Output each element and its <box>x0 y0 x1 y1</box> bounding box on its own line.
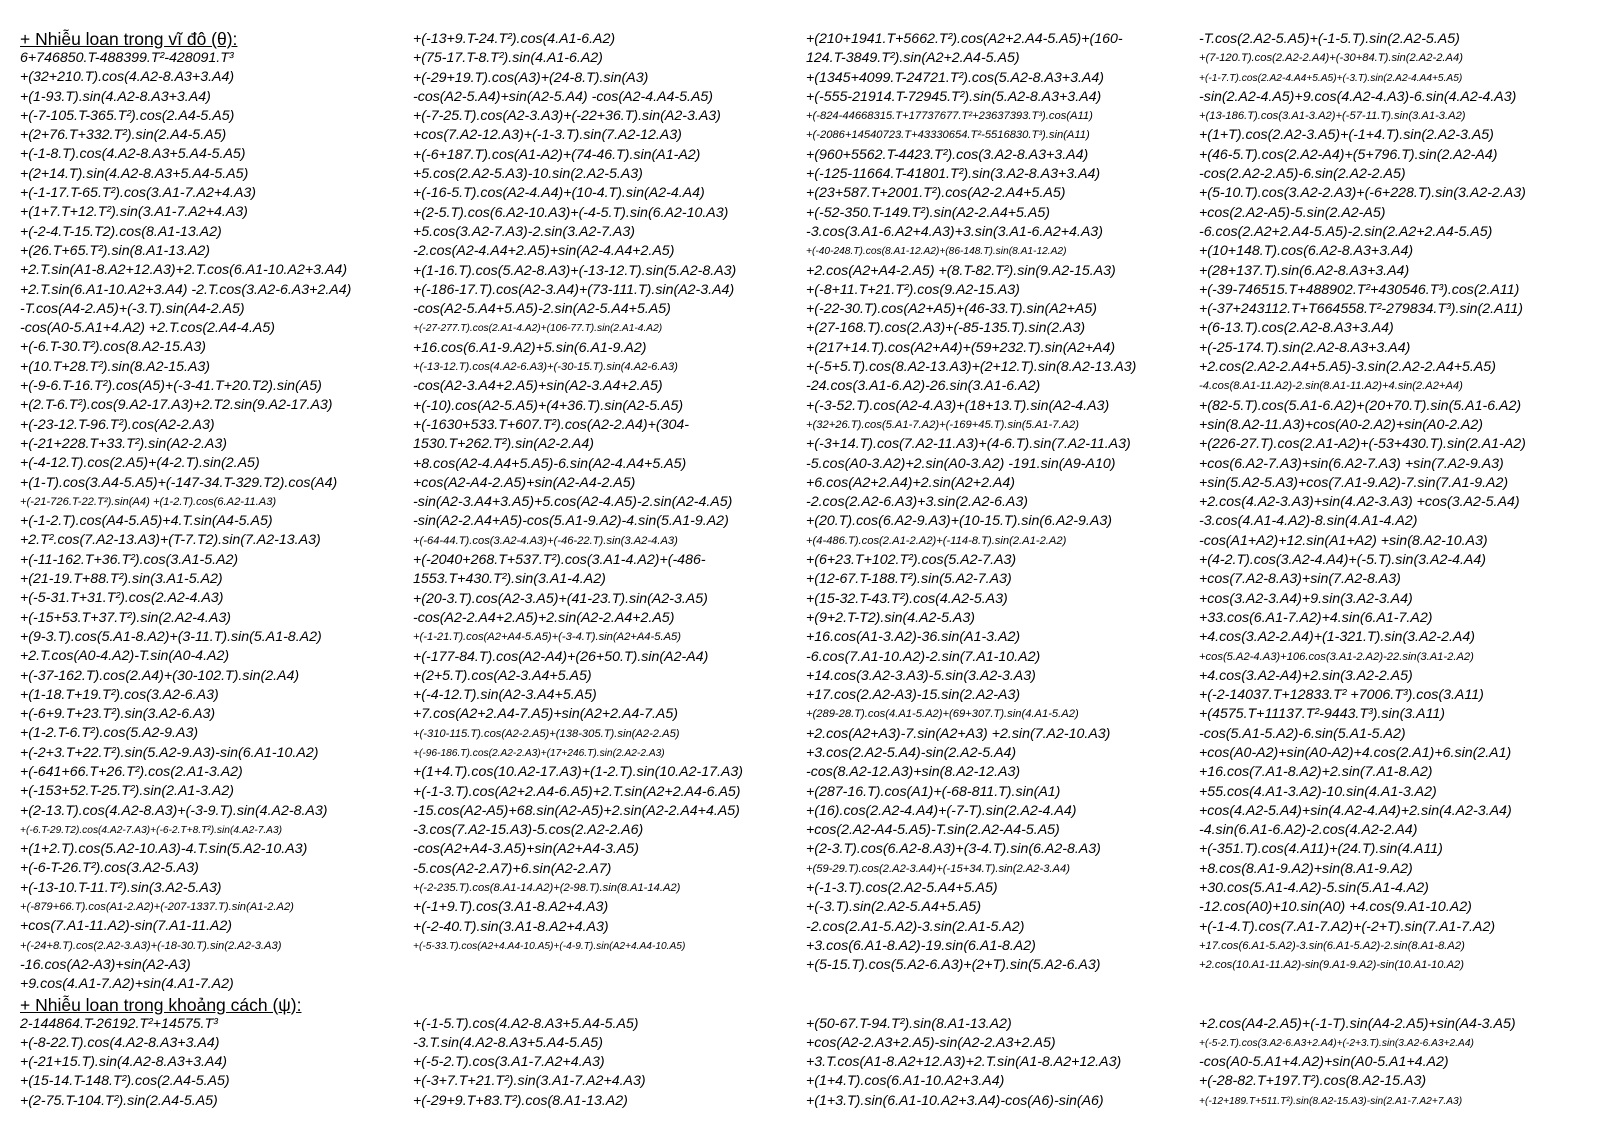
formula-line: +sin(8.A2-11.A3)+cos(A0-2.A2)+sin(A0-2.A2) <box>1199 416 1484 433</box>
formula-line: -cos(A0-5.A1+4.A2)+sin(A0-5.A1+4.A2) <box>1199 1054 1449 1071</box>
formula-line: +(-2-40.T).sin(3.A1-8.A2+4.A3) <box>413 918 609 935</box>
formula-line: +(1+2.T).cos(5.A2-10.A3)-4.T.sin(5.A2-10.A3) <box>20 841 308 858</box>
formula-line: +(-1-7.T).cos(2.A2-4.A4+5.A5)+(-3.T).sin(2.A2-4.A4+5.A5) <box>1199 72 1463 84</box>
formula-line: +(-824-44668315.T+17737677.T²+23637393.T³).cos(A11) <box>806 110 1093 123</box>
formula-line: +3.T.cos(A1-8.A2+12.A3)+2.T.sin(A1-8.A2+12.A3) <box>806 1054 1122 1071</box>
formula-line: -3.cos(7.A2-15.A3)-5.cos(2.A2-2.A6) <box>413 822 644 839</box>
formula-line: +(-5-2.T).cos(3.A2-6.A3+2.A4)+(-2+3.T).sin(3.A2-6.A3+2.A4) <box>1199 1037 1474 1049</box>
formula-line: -12.cos(A0)+10.sin(A0) +4.cos(9.A1-10.A2) <box>1199 899 1472 916</box>
formula-line: +(4-486.T).cos(2.A1-2.A2)+(-114-8.T).sin(2.A1-2.A2) <box>806 534 1067 547</box>
formula-line: -cos(A0-5.A1+4.A2) +2.T.cos(2.A4-4.A5) <box>20 320 275 337</box>
formula-line: +(-23-12.T-96.T²).cos(A2-2.A3) <box>20 416 215 433</box>
formula-line: +(1+T).cos(2.A2-3.A5)+(-1+4.T).sin(2.A2-3.A5) <box>1199 127 1494 144</box>
formula-line: +(32+210.T).cos(4.A2-8.A3+3.A4) <box>20 69 235 86</box>
formula-line: +17.cos(6.A1-5.A2)-3.sin(6.A1-5.A2)-2.sin(8.A1-8.A2) <box>1199 939 1465 952</box>
formula-line: +(-64-44.T).cos(3.A2-4.A3)+(-46-22.T).sin(3.A2-4.A3) <box>413 534 678 547</box>
formula-line: +(6+23.T+102.T²).cos(5.A2-7.A3) <box>806 552 1017 569</box>
formula-line: 1553.T+430.T²).sin(3.A1-4.A2) <box>413 571 606 588</box>
formula-line: -5.cos(A2-2.A7)+6.sin(A2-2.A7) <box>413 860 612 877</box>
formula-line: +(226-27.T).cos(2.A1-A2)+(-53+430.T).sin(2.A1-A2) <box>1199 436 1526 453</box>
formula-line: +(-8+11.T+21.T²).cos(9.A2-15.A3) <box>806 281 1020 298</box>
formula-line: +(5-15.T).cos(5.A2-6.A3)+(2+T).sin(5.A2-6.A3) <box>806 957 1101 974</box>
formula-line: +(21-19.T+88.T²).sin(3.A1-5.A2) <box>20 571 223 588</box>
formula-line: +(1-T).cos(3.A4-5.A5)+(-147-34.T-329.T2).cos(A4) <box>20 474 338 491</box>
formula-column-3 <box>806 1015 1199 1111</box>
formula-line: +(-13-10.T-11.T²).sin(3.A2-5.A3) <box>20 879 222 896</box>
formula-line: +(-13+9.T-24.T²).cos(4.A1-6.A2) <box>413 31 616 47</box>
formula-line: +cos(7.A2-8.A3)+sin(7.A2-8.A3) <box>1199 571 1401 588</box>
formula-line: -3.cos(3.A1-6.A2+4.A3)+3.sin(3.A1-6.A2+4.A3) <box>806 223 1103 240</box>
formula-line: +(-5+5.T).cos(8.A2-13.A3)+(2+12.T).sin(8.A2-13.A3) <box>806 359 1137 376</box>
formula-line: +(16).cos(2.A2-4.A4)+(-7-T).sin(2.A2-4.A4) <box>806 802 1077 819</box>
formula-column-2 <box>413 30 806 995</box>
formula-line: -cos(A2-5.A4+5.A5)-2.sin(A2-5.A4+5.A5) <box>413 301 671 318</box>
formula-line: +(-39-746515.T+488902.T²+430546.T³).cos(2.A11) <box>1199 281 1520 298</box>
formula-line: +(9+2.T-T2).sin(4.A2-5.A3) <box>806 609 976 626</box>
formula-line: +sin(5.A2-5.A3)+cos(7.A1-9.A2)-7.sin(7.A1-9.A2) <box>1199 474 1509 491</box>
formula-line: +(-5-2.T).cos(3.A1-7.A2+4.A3) <box>413 1054 605 1071</box>
formula-line: +(-8-22.T).cos(4.A2-8.A3+3.A4) <box>20 1034 220 1051</box>
formula-line: +(2.T-6.T²).cos(9.A2-17.A3)+2.T2.sin(9.A2-17.A3) <box>20 397 333 414</box>
formula-line: +(7-120.T).cos(2.A2-2.A4)+(-30+84.T).sin(2.A2-2.A4) <box>1199 52 1463 65</box>
formula-line: +(1+7.T+12.T²).sin(3.A1-7.A2+4.A3) <box>20 204 248 221</box>
distance-terms-grid <box>20 1015 1590 1111</box>
formula-line: +2.cos(A2+A4-2.A5) +(8.T-82.T²).sin(9.A2-15.A3) <box>806 262 1116 279</box>
formula-line: 124.T-3849.T²).sin(A2+2.A4-5.A5) <box>806 50 1020 67</box>
formula-line: +(1+4.T).cos(10.A2-17.A3)+(1-2.T).sin(10.A2-17.A3) <box>413 764 744 781</box>
formula-line: +(59-29.T).cos(2.A2-3.A4)+(-15+34.T).sin(2.A2-3.A4) <box>806 862 1070 875</box>
formula-line: +cos(5.A2-4.A3)+106.cos(3.A1-2.A2)-22.sin(3.A1-2.A2) <box>1199 650 1474 663</box>
formula-line: +(287-16.T).cos(A1)+(-68-811.T).sin(A1) <box>806 783 1061 800</box>
formula-line: +(-13-12.T).cos(4.A2-6.A3)+(-30-15.T).sin(4.A2-6.A3) <box>413 361 678 374</box>
formula-line: +(-2-235.T).cos(8.A1-14.A2)+(2-98.T).sin(8.A1-14.A2) <box>413 882 681 895</box>
formula-line: -cos(A2-5.A4)+sin(A2-5.A4) -cos(A2-4.A4-5.A5) <box>413 88 714 105</box>
formula-line: +(-9-6.T-16.T²).cos(A5)+(-3-41.T+20.T2).sin(A5) <box>20 378 322 395</box>
formula-line: -T.cos(2.A2-5.A5)+(-1-5.T).sin(2.A2-5.A5) <box>1199 31 1460 47</box>
formula-line: +16.cos(A1-3.A2)-36.sin(A1-3.A2) <box>806 629 1021 646</box>
formula-line: +(-1+9.T).cos(3.A1-8.A2+4.A3) <box>413 899 609 916</box>
formula-line: +(6-13.T).cos(2.A2-8.A3+3.A4) <box>1199 320 1394 337</box>
formula-line: +(217+14.T).cos(A2+A4)+(59+232.T).sin(A2+A4) <box>806 339 1116 356</box>
formula-line: +(-21+15.T).sin(4.A2-8.A3+3.A4) <box>20 1054 228 1071</box>
formula-line: +(75-17.T-8.T²).sin(4.A1-6.A2) <box>413 50 603 67</box>
formula-line: -cos(A2-2.A4+2.A5)+2.sin(A2-2.A4+2.A5) <box>413 609 675 626</box>
formula-line: -sin(A2-3.A4+3.A5)+5.cos(A2-4.A5)-2.sin(A2-4.A5) <box>413 494 733 511</box>
formula-line: +(-177-84.T).cos(A2-A4)+(26+50.T).sin(A2-A4) <box>413 648 709 665</box>
formula-line: +cos(A0-A2)+sin(A0-A2)+4.cos(2.A1)+6.sin(2.A1) <box>1199 744 1512 761</box>
formula-line: +5.cos(3.A2-7.A3)-2.sin(3.A2-7.A3) <box>413 223 635 240</box>
formula-line: +(15-32.T-43.T²).cos(4.A2-5.A3) <box>806 590 1008 607</box>
formula-line: +2.cos(4.A2-3.A3)+sin(4.A2-3.A3) +cos(3.A2-5.A4) <box>1199 494 1520 511</box>
section-heading-latitude: + Nhiễu loan trong vĩ đô (θ): <box>20 29 238 49</box>
formula-line: +(-1-4.T).cos(7.A1-7.A2)+(-2+T).sin(7.A1-7.A2) <box>1199 918 1496 935</box>
formula-line: +(23+587.T+2001.T²).cos(A2-2.A4+5.A5) <box>806 185 1066 202</box>
formula-line: +(-3.T).sin(2.A2-5.A4+5.A5) <box>806 899 982 916</box>
formula-line: +(2-75.T-104.T²).sin(2.A4-5.A5) <box>20 1092 218 1109</box>
formula-line: +(-153+52.T-25.T²).sin(2.A1-3.A2) <box>20 783 234 800</box>
formula-line: +(210+1941.T+5662.T²).cos(A2+2.A4-5.A5)+(160- <box>806 31 1123 47</box>
formula-line: +(-12+189.T+511.T²).sin(8.A2-15.A3)-sin(2.A1-7.A2+7.A3) <box>1199 1095 1463 1107</box>
formula-line: -16.cos(A2-A3)+sin(A2-A3) <box>20 956 191 973</box>
formula-line: +(-15+53.T+37.T²).sin(2.A2-4.A3) <box>20 609 231 626</box>
formula-line: +(26.T+65.T²).sin(8.A1-13.A2) <box>20 242 211 259</box>
formula-line: +(-29+19.T).cos(A3)+(24-8.T).sin(A3) <box>413 69 649 86</box>
formula-line: -cos(A1+A2)+12.sin(A1+A2) +sin(8.A2-10.A3) <box>1199 532 1488 549</box>
formula-line: +8.cos(8.A1-9.A2)+sin(8.A1-9.A2) <box>1199 860 1413 877</box>
formula-line: +(28+137.T).sin(6.A2-8.A3+3.A4) <box>1199 262 1410 279</box>
formula-line: +(-24+8.T).cos(2.A2-3.A3)+(-18-30.T).sin(2.A2-3.A3) <box>20 939 282 952</box>
formula-line: +(20-3.T).cos(A2-3.A5)+(41-23.T).sin(A2-3.A5) <box>413 590 708 607</box>
document-page <box>20 30 1590 1111</box>
formula-line: -cos(2.A2-2.A5)-6.sin(2.A2-2.A5) <box>1199 166 1406 183</box>
formula-line: +(32+26.T).cos(5.A1-7.A2)+(-169+45.T).sin(5.A1-7.A2) <box>806 418 1079 431</box>
formula-line: +(-7-25.T).cos(A2-3.A3)+(-22+36.T).sin(A2-3.A3) <box>413 108 721 125</box>
formula-line: -4.cos(8.A1-11.A2)-2.sin(8.A1-11.A2)+4.sin(2.A2+A4) <box>1199 380 1463 393</box>
formula-line: +(10+148.T).cos(6.A2-8.A3+3.A4) <box>1199 243 1414 260</box>
formula-line: +(1-93.T).sin(4.A2-8.A3+3.A4) <box>20 88 211 105</box>
formula-line: +cos(6.A2-7.A3)+sin(6.A2-7.A3) +sin(7.A2-9.A3) <box>1199 455 1504 472</box>
section-heading-distance: + Nhiễu loan trong khoảng cách (ψ): <box>20 994 302 1015</box>
formula-line: +(-3+14.T).cos(7.A2-11.A3)+(4-6.T).sin(7.A2-11.A3) <box>806 436 1131 453</box>
formula-line: +3.cos(2.A2-5.A4)-sin(2.A2-5.A4) <box>806 744 1017 761</box>
formula-line: +2.cos(A2+A3)-7.sin(A2+A3) +2.sin(7.A2-10.A3) <box>806 725 1111 742</box>
formula-line: +(960+5562.T-4423.T²).cos(3.A2-8.A3+3.A4) <box>806 146 1089 163</box>
formula-line: +2.cos(2.A2-2.A4+5.A5)-3.sin(2.A2-2.A4+5.A5) <box>1199 359 1496 376</box>
formula-line: +(-310-115.T).cos(A2-2.A5)+(138-305.T).sin(A2-2.A5) <box>413 727 680 740</box>
formula-line: +cos(A2-2.A3+2.A5)-sin(A2-2.A3+2.A5) <box>806 1034 1056 1051</box>
formula-line: +cos(7.A2-12.A3)+(-1-3.T).sin(7.A2-12.A3) <box>413 127 682 144</box>
formula-line: +5.cos(2.A2-5.A3)-10.sin(2.A2-5.A3) <box>413 166 643 183</box>
formula-line: +(-2-14037.T+12833.T² +7006.T³).cos(3.A11) <box>1199 687 1484 704</box>
formula-line: +(-28-82.T+197.T²).cos(8.A2-15.A3) <box>1199 1073 1427 1090</box>
formula-line: +(-125-11664.T-41801.T²).sin(3.A2-8.A3+3.A4) <box>806 166 1101 183</box>
formula-line: +(1+4.T).cos(6.A1-10.A2+3.A4) <box>806 1073 1005 1090</box>
formula-line: +(-96-186.T).cos(2.A2-2.A3)+(17+246.T).sin(2.A2-2.A3) <box>413 747 665 759</box>
formula-line: -3.cos(4.A1-4.A2)-8.sin(4.A1-4.A2) <box>1199 513 1418 530</box>
formula-line: +(82-5.T).cos(5.A1-6.A2)+(20+70.T).sin(5.A1-6.A2) <box>1199 397 1522 414</box>
formula-line: -15.cos(A2-A5)+68.sin(A2-A5)+2.sin(A2-2.A4+4.A5) <box>413 802 740 819</box>
formula-line: +4.cos(3.A2-A4)+2.sin(3.A2-2.A5) <box>1199 667 1413 684</box>
formula-line: -T.cos(A4-2.A5)+(-3.T).sin(A4-2.A5) <box>20 300 245 317</box>
formula-line: -cos(A2-3.A4+2.A5)+sin(A2-3.A4+2.A5) <box>413 378 663 395</box>
formula-line: +(10.T+28.T²).sin(8.A2-15.A3) <box>20 358 211 375</box>
formula-line: +(-186-17.T).cos(A2-3.A4)+(73-111.T).sin(A2-3.A4) <box>413 281 735 298</box>
formula-line: +(-6.T-30.T²).cos(8.A2-15.A3) <box>20 339 206 356</box>
formula-line: +30.cos(5.A1-4.A2)-5.sin(5.A1-4.A2) <box>1199 880 1429 897</box>
formula-line: +(-1630+533.T+607.T²).cos(A2-2.A4)+(304- <box>413 416 690 433</box>
formula-line: +(-879+66.T).cos(A1-2.A2)+(-207-1337.T).sin(A1-2.A2) <box>20 901 294 914</box>
formula-line: +6.cos(A2+2.A4)+2.sin(A2+2.A4) <box>806 474 1015 491</box>
formula-line: +(2+5.T).cos(A2-3.A4+5.A5) <box>413 667 592 684</box>
formula-line: -2.cos(2.A1-5.A2)-3.sin(2.A1-5.A2) <box>806 918 1025 935</box>
formula-line: +(-1-2.T).cos(A4-5.A5)+4.T.sin(A4-5.A5) <box>20 513 273 530</box>
formula-line: +(-27-277.T).cos(2.A1-4.A2)+(106-77.T).sin(2.A1-4.A2) <box>413 323 663 335</box>
formula-line: +(-21-726.T-22.T²).sin(A4) +(1-2.T).cos(6.A2-11.A3) <box>20 495 277 508</box>
formula-line: +(-10).cos(A2-5.A5)+(4+36.T).sin(A2-5.A5) <box>413 397 684 414</box>
formula-line: +(-1-17.T-65.T²).cos(3.A1-7.A2+4.A3) <box>20 185 257 202</box>
formula-line: +(-1-21.T).cos(A2+A4-5.A5)+(-3-4.T).sin(A2+A4-5.A5) <box>413 631 681 644</box>
formula-line: +(4575.T+11137.T²-9443.T³).sin(3.A11) <box>1199 706 1446 723</box>
formula-line: +(-2086+14540723.T+43330654.T²-5516830.T³).sin(A11) <box>806 129 1090 142</box>
formula-line: +(-1-3.T).cos(A2+2.A4-6.A5)+2.T.sin(A2+2.A4-6.A5) <box>413 783 741 800</box>
formula-line: -sin(2.A2-4.A5)+9.cos(4.A2-4.A3)-6.sin(4.A2-4.A3) <box>1199 88 1517 105</box>
formula-line: -5.cos(A0-3.A2)+2.sin(A0-3.A2) -191.sin(A9-A10) <box>806 455 1116 472</box>
formula-column-2 <box>413 1015 806 1111</box>
formula-line: -2.cos(2.A2-6.A3)+3.sin(2.A2-6.A3) <box>806 494 1028 511</box>
formula-line: -24.cos(3.A1-6.A2)-26.sin(3.A1-6.A2) <box>806 378 1041 395</box>
formula-line: -cos(5.A1-5.A2)-6.sin(5.A1-5.A2) <box>1199 725 1406 742</box>
formula-line: +33.cos(6.A1-7.A2)+4.sin(6.A1-7.A2) <box>1199 609 1433 626</box>
formula-line: +(1-16.T).cos(5.A2-8.A3)+(-13-12.T).sin(5.A2-8.A3) <box>413 262 737 279</box>
formula-line: +4.cos(3.A2-2.A4)+(1-321.T).sin(3.A2-2.A4) <box>1199 629 1475 646</box>
formula-line: +(-2+3.T+22.T²).sin(5.A2-9.A3)-sin(6.A1-10.A2) <box>20 744 319 761</box>
formula-line: +(-11-162.T+36.T²).cos(3.A1-5.A2) <box>20 551 239 568</box>
formula-line: +(-5-33.T).cos(A2+4.A4-10.A5)+(-4-9.T).sin(A2+4.A4-10.A5) <box>413 940 686 952</box>
formula-line: +cos(A2-A4-2.A5)+sin(A2-A4-2.A5) <box>413 474 636 491</box>
formula-line: +(-22-30.T).cos(A2+A5)+(46-33.T).sin(A2+A5) <box>806 301 1097 318</box>
formula-line: +(-555-21914.T-72945.T²).sin(5.A2-8.A3+3.A4) <box>806 88 1102 105</box>
formula-line: +2.T².cos(7.A2-13.A3)+(T-7.T2).sin(7.A2-13.A3) <box>20 532 321 549</box>
formula-line: +(46-5.T).cos(2.A2-A4)+(5+796.T).sin(2.A2-A4) <box>1199 146 1498 163</box>
formula-line: +(-2-4.T-15.T2).cos(8.A1-13.A2) <box>20 223 222 240</box>
formula-line: +(289-28.T).cos(4.A1-5.A2)+(69+307.T).sin(4.A1-5.A2) <box>806 708 1079 721</box>
formula-line: -cos(A2+A4-3.A5)+sin(A2+A4-3.A5) <box>413 841 639 858</box>
formula-line: +(-3+7.T+21.T²).sin(3.A1-7.A2+4.A3) <box>413 1073 646 1090</box>
formula-line: +(9-3.T).cos(5.A1-8.A2)+(3-11.T).sin(5.A1-8.A2) <box>20 628 322 645</box>
formula-line: -2.cos(A2-4.A4+2.A5)+sin(A2-4.A4+2.A5) <box>413 243 675 260</box>
formula-line: +(1-18.T+19.T²).cos(3.A2-6.A3) <box>20 686 219 703</box>
formula-column-1 <box>20 1015 413 1111</box>
formula-line: +55.cos(4.A1-3.A2)-10.sin(4.A1-3.A2) <box>1199 783 1437 800</box>
formula-line: +(15-14.T-148.T²).cos(2.A4-5.A5) <box>20 1073 230 1090</box>
formula-line: +(-6+9.T+23.T²).sin(3.A2-6.A3) <box>20 706 216 723</box>
formula-line: +7.cos(A2+2.A4-7.A5)+sin(A2+2.A4-7.A5) <box>413 706 678 723</box>
formula-line: +(5-10.T).cos(3.A2-2.A3)+(-6+228.T).sin(3.A2-2.A3) <box>1199 185 1526 202</box>
formula-line: +(27-168.T).cos(2.A3)+(-85-135.T).sin(2.A3) <box>806 320 1086 337</box>
formula-line: -cos(8.A2-12.A3)+sin(8.A2-12.A3) <box>806 764 1021 781</box>
formula-line: +(-5-31.T+31.T²).cos(2.A2-4.A3) <box>20 590 224 607</box>
formula-column-4 <box>1199 30 1589 995</box>
formula-line: +14.cos(3.A2-3.A3)-5.sin(3.A2-3.A3) <box>806 667 1036 684</box>
formula-line: +2.T.sin(A1-8.A2+12.A3)+2.T.cos(6.A1-10.A2+3.A4) <box>20 262 348 279</box>
formula-column-4 <box>1199 1015 1589 1111</box>
formula-line: +(-25-174.T).sin(2.A2-8.A3+3.A4) <box>1199 339 1411 356</box>
formula-line: +(-4-12.T).sin(A2-3.A4+5.A5) <box>413 687 597 704</box>
formula-line: +(2-5.T).cos(6.A2-10.A3)+(-4-5.T).sin(6.A2-10.A3) <box>413 204 729 221</box>
formula-line: -6.cos(7.A1-10.A2)-2.sin(7.A1-10.A2) <box>806 648 1041 665</box>
formula-line: -6.cos(2.A2+2.A4-5.A5)-2.sin(2.A2+2.A4-5.A5) <box>1199 223 1493 240</box>
formula-line: +(-6+187.T).cos(A1-A2)+(74-46.T).sin(A1-A2) <box>413 146 701 163</box>
formula-line: +2.cos(A4-2.A5)+(-1-T).sin(A4-2.A5)+sin(A4-3.A5) <box>1199 1015 1516 1032</box>
formula-line: +2.cos(10.A1-11.A2)-sin(9.A1-9.A2)-sin(10.A1-10.A2) <box>1199 959 1464 972</box>
formula-line: +(-3-52.T).cos(A2-4.A3)+(18+13.T).sin(A2-4.A3) <box>806 397 1110 414</box>
formula-line: +2.T.sin(6.A1-10.A2+3.A4) -2.T.cos(3.A2-6.A3+2.A4) <box>20 281 352 298</box>
formula-line: +(-1-5.T).cos(4.A2-8.A3+5.A4-5.A5) <box>413 1015 639 1032</box>
formula-line: +cos(2.A2-A5)-5.sin(2.A2-A5) <box>1199 204 1386 221</box>
formula-column-1 <box>20 49 413 995</box>
formula-line: +cos(7.A1-11.A2)-sin(7.A1-11.A2) <box>20 918 232 935</box>
formula-line: +(13-186.T).cos(3.A1-3.A2)+(-57-11.T).sin(3.A1-3.A2) <box>1199 110 1466 123</box>
formula-line: +(4-2.T).cos(3.A2-4.A4)+(-5.T).sin(3.A2-4.A4) <box>1199 552 1486 569</box>
formula-line: 2-144864.T-26192.T²+14575.T³ <box>20 1015 218 1032</box>
formula-line: +(1+3.T).sin(6.A1-10.A2+3.A4)-cos(A6)-sin(A6) <box>806 1092 1104 1109</box>
formula-line: +cos(3.A2-3.A4)+9.sin(3.A2-3.A4) <box>1199 590 1413 607</box>
formula-line: +(-641+66.T+26.T²).cos(2.A1-3.A2) <box>20 763 243 780</box>
formula-line: -4.sin(6.A1-6.A2)-2.cos(4.A2-2.A4) <box>1199 822 1418 839</box>
formula-line: +16.cos(6.A1-9.A2)+5.sin(6.A1-9.A2) <box>413 339 647 356</box>
formula-line: +17.cos(2.A2-A3)-15.sin(2.A2-A3) <box>806 687 1021 704</box>
formula-line: +(-37+243112.T+T664558.T²-279834.T³).sin(2.A11) <box>1199 301 1523 318</box>
formula-line: +(-16-5.T).cos(A2-4.A4)+(10-4.T).sin(A2-4.A4) <box>413 185 705 202</box>
formula-line: +(-351.T).cos(4.A11)+(24.T).sin(4.A11) <box>1199 841 1443 858</box>
formula-line: +(-29+9.T+83.T²).cos(8.A1-13.A2) <box>413 1092 628 1109</box>
formula-line: +(20.T).cos(6.A2-9.A3)+(10-15.T).sin(6.A2-9.A3) <box>806 513 1112 530</box>
formula-line: +(-52-350.T-149.T²).sin(A2-2.A4+5.A5) <box>806 204 1050 221</box>
formula-line: +9.cos(4.A1-7.A2)+sin(4.A1-7.A2) <box>20 976 234 993</box>
formula-line: +16.cos(7.A1-8.A2)+2.sin(7.A1-8.A2) <box>1199 764 1433 781</box>
formula-line: +(12-67.T-188.T²).sin(5.A2-7.A3) <box>806 571 1012 588</box>
formula-line: +(-21+228.T+33.T²).sin(A2-2.A3) <box>20 435 227 452</box>
formula-line: +(1-2.T-6.T²).cos(5.A2-9.A3) <box>20 725 199 742</box>
formula-line: +(2+76.T+332.T²).sin(2.A4-5.A5) <box>20 127 227 144</box>
formula-line: +3.cos(6.A1-8.A2)-19.sin(6.A1-8.A2) <box>806 937 1036 954</box>
formula-line: +2.T.cos(A0-4.A2)-T.sin(A0-4.A2) <box>20 648 230 665</box>
formula-line: +(-4-12.T).cos(2.A5)+(4-2.T).sin(2.A5) <box>20 455 260 472</box>
formula-line: 1530.T+262.T²).sin(A2-2.A4) <box>413 436 594 453</box>
formula-line: 6+746850.T-488399.T²-428091.T³ <box>20 50 234 66</box>
formula-line: +(2-13.T).cos(4.A2-8.A3)+(-3-9.T).sin(4.A2-8.A3) <box>20 802 328 819</box>
formula-line: +(-1-3.T).cos(2.A2-5.A4+5.A5) <box>806 880 998 897</box>
formula-column-3 <box>806 30 1199 995</box>
formula-line: +cos(4.A2-5.A4)+sin(4.A2-4.A4)+2.sin(4.A2-3.A4) <box>1199 802 1512 819</box>
formula-line: +(-6-T-26.T²).cos(3.A2-5.A3) <box>20 860 199 877</box>
formula-line: +cos(2.A2-A4-5.A5)-T.sin(2.A2-A4-5.A5) <box>806 822 1060 839</box>
formula-line: +8.cos(A2-4.A4+5.A5)-6.sin(A2-4.A4+5.A5) <box>413 455 687 472</box>
formula-line: +(-2040+268.T+537.T²).cos(3.A1-4.A2)+(-486- <box>413 552 706 569</box>
formula-line: -sin(A2-2.A4+A5)-cos(5.A1-9.A2)-4.sin(5.A1-9.A2) <box>413 513 729 530</box>
formula-line: +(-37-162.T).cos(2.A4)+(30-102.T).sin(2.A4) <box>20 667 300 684</box>
formula-line: +(-6.T-29.T2).cos(4.A2-7.A3)+(-6-2.T+8.T²).sin(4.A2-7.A3) <box>20 824 283 836</box>
formula-line: +(2+14.T).sin(4.A2-8.A3+5.A4-5.A5) <box>20 165 249 182</box>
formula-line: +(-1-8.T).cos(4.A2-8.A3+5.A4-5.A5) <box>20 146 246 163</box>
formula-line: +(1345+4099.T-24721.T²).cos(5.A2-8.A3+3.A4) <box>806 69 1104 86</box>
formula-line: +(-40-248.T).cos(8.A1-12.A2)+(86-148.T).sin(8.A1-12.A2) <box>806 246 1067 258</box>
formula-line: +(50-67.T-94.T²).sin(8.A1-13.A2) <box>806 1015 1012 1032</box>
formula-line: -3.T.sin(4.A2-8.A3+5.A4-5.A5) <box>413 1034 603 1051</box>
formula-line: +(2-3.T).cos(6.A2-8.A3)+(3-4.T).sin(6.A2-8.A3) <box>806 841 1101 858</box>
formula-line: +(-7-105.T-365.T²).cos(2.A4-5.A5) <box>20 107 235 124</box>
